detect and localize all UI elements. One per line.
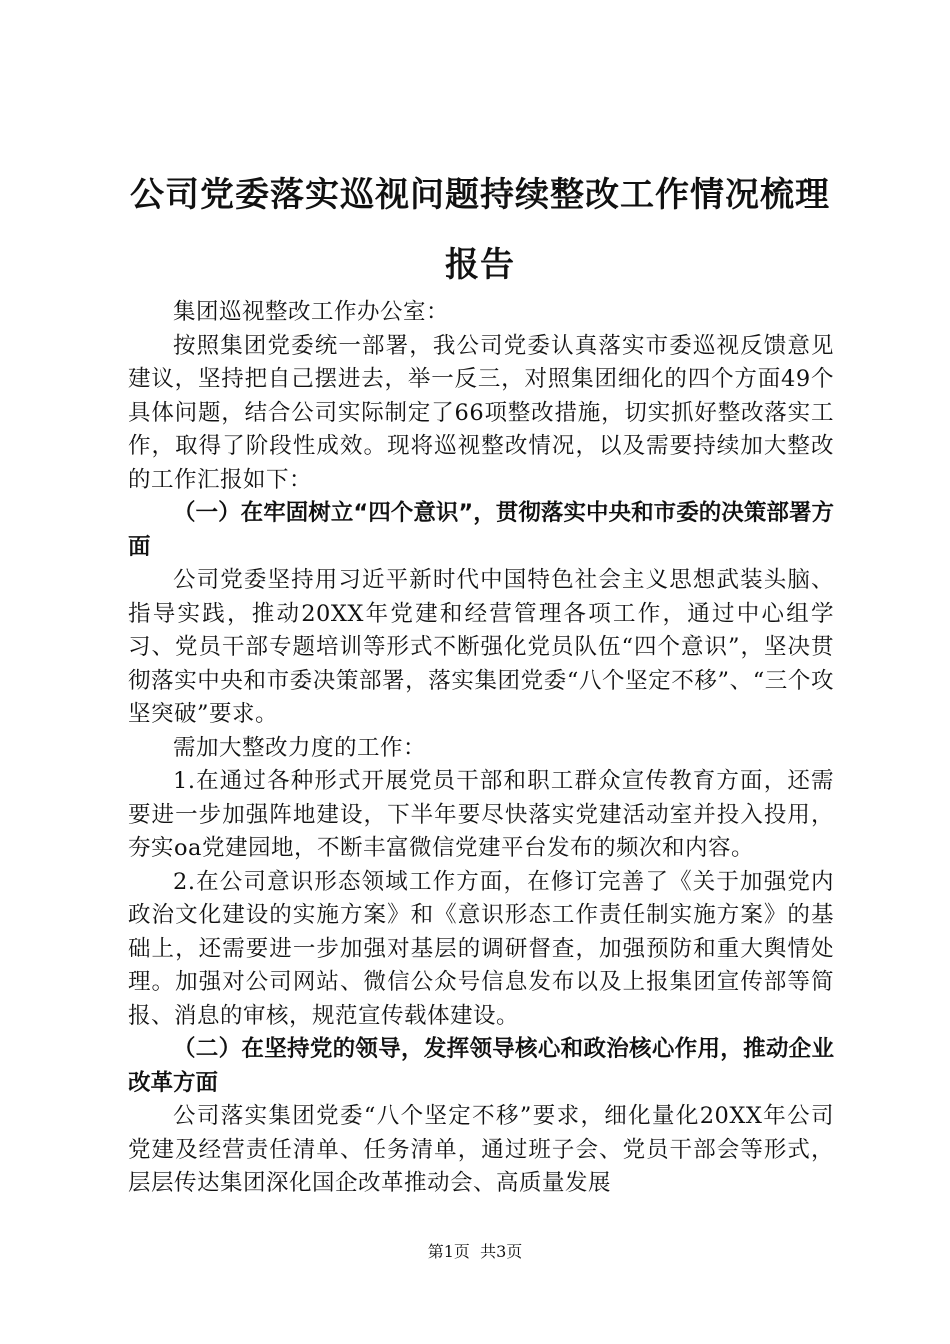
body-paragraph: 按照集团党委统一部署，我公司党委认真落实市委巡视反馈意见建议，坚持把自己摆进去，举一反三，对照集团细化的四个方面49个具体问题，结合公司实际制定了66项整改措施，切实抓好整改落实工作，取得了阶段性成效。现将巡视整改情况，以及需要持续加大整改的工作汇报如下： xyxy=(128,332,834,493)
document-body xyxy=(128,296,834,1201)
body-paragraph: 需加大整改力度的工作： xyxy=(173,734,427,761)
list-item: 1.在通过各种形式开展党员干部和职工群众宣传教育方面，还需要进一步加强阵地建设，下半年要尽快落实党建活动室并投入投用，夯实oa党建园地，不断丰富微信党建平台发布的频次和内容。 xyxy=(128,768,834,861)
list-item: 2.在公司意识形态领域工作方面，在修订完善了《关于加强党内政治文化建设的实施方案》和《意识形态工作责任制实施方案》的基础上，还需要进一步加强对基层的调研督查，加强预防和重大舆情处理。加强对公司网站、微信公众号信息发布以及上报集团宣传部等简报、消息的审核，规范宣传载体建设。 xyxy=(128,868,834,1029)
body-paragraph: 公司落实集团党委“八个坚定不移”要求，细化量化20XX年公司党建及经营责任清单、任务清单，通过班子会、党员干部会等形式，层层传达集团深化国企改革推动会、高质量发展 xyxy=(128,1103,834,1196)
page-number: 第1页 xyxy=(427,1242,470,1261)
document-title: 公司党委落实巡视问题持续整改工作情况梳理报告 xyxy=(130,175,830,285)
salutation: 集团巡视整改工作办公室： xyxy=(173,299,450,325)
body-paragraph: 公司党委坚持用习近平新时代中国特色社会主义思想武装头脑、指导实践，推动20XX年党建和经营管理各项工作，通过中心组学习、党员干部专题培训等形式不断强化党员队伍“四个意识”，坚决贯彻落实中央和市委决策部署，落实集团党委“八个坚定不移”、“三个攻坚突破”要求。 xyxy=(128,567,834,727)
page-total: 共3页 xyxy=(480,1242,523,1261)
page-footer xyxy=(0,1242,950,1262)
section-heading: （二）在坚持党的领导，发挥领导核心和政治核心作用，推动企业改革方面 xyxy=(128,1036,834,1096)
section-heading: （一）在牢固树立“四个意识”，贯彻落实中央和市委的决策部署方面 xyxy=(128,500,834,560)
